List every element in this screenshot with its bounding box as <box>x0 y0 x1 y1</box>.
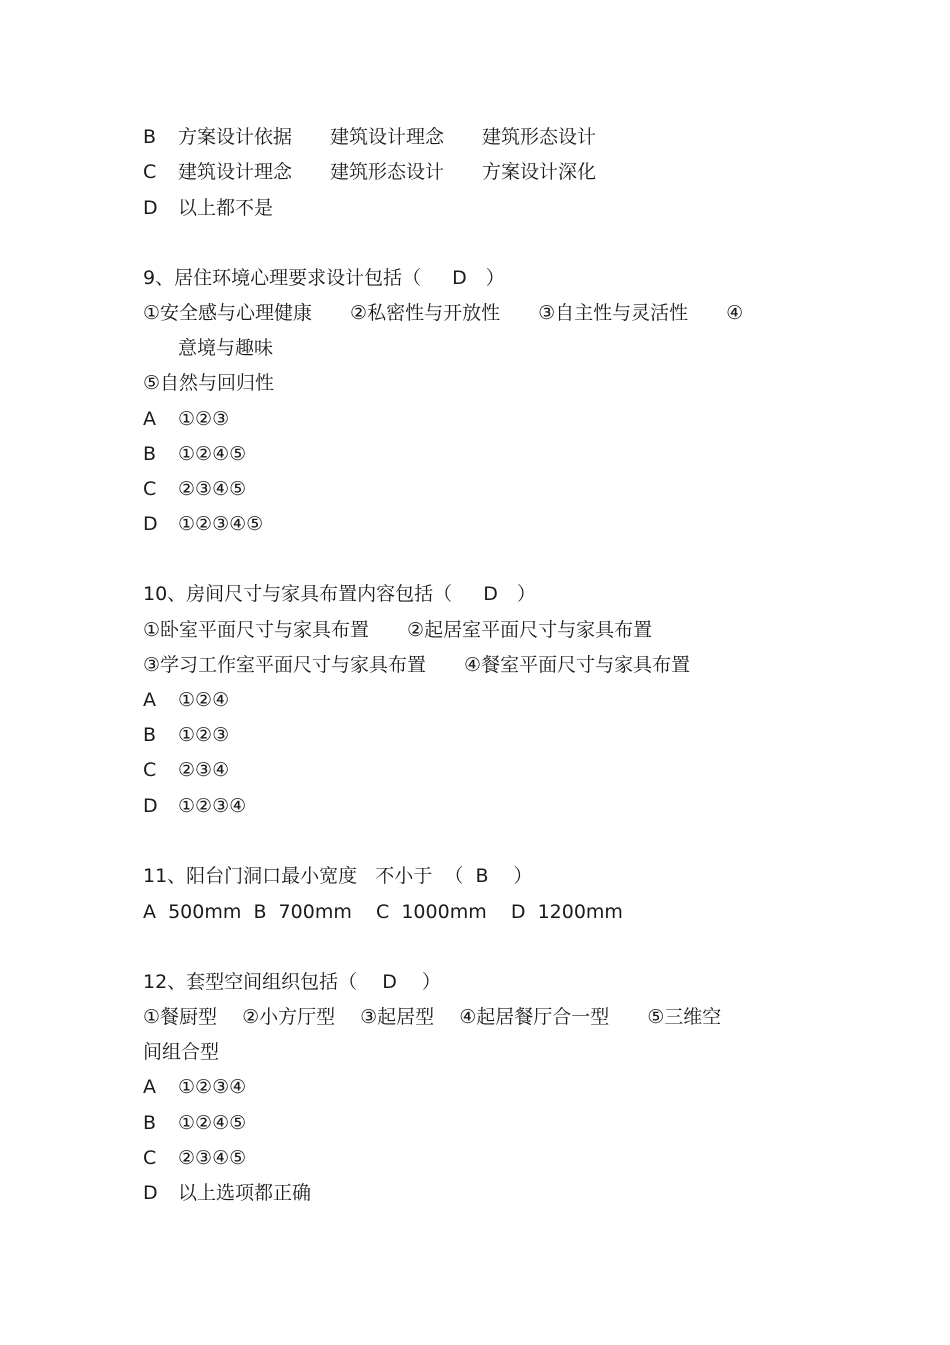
q8-option-c <box>143 160 596 184</box>
option-text: ①②③④ <box>178 1076 247 1098</box>
option-text: ①②④⑤ <box>178 443 247 465</box>
q12-stem: 12、套型空间组织包括（ D ） <box>143 971 441 993</box>
option-letter: B <box>143 1112 157 1134</box>
q9-option-d <box>143 512 263 536</box>
q9-items-line1: ①安全感与心理健康 ②私密性与开放性 ③自主性与灵活性 ④ <box>143 302 744 324</box>
q8-option-d <box>143 196 273 220</box>
option-text: 建筑设计理念 建筑形态设计 方案设计深化 <box>178 161 597 183</box>
option-letter: B <box>143 443 157 465</box>
option-letter: C <box>143 161 157 183</box>
q10-option-b <box>143 723 229 747</box>
q9-items-line2: ⑤自然与回归性 <box>143 372 275 394</box>
q10-option-a <box>143 688 229 712</box>
option-text: 方案设计依据 建筑设计理念 建筑形态设计 <box>178 126 597 148</box>
option-text: ①②④⑤ <box>178 1112 247 1134</box>
q12-items-line1-cont: 间组合型 <box>143 1041 220 1063</box>
option-text: ①②③④ <box>178 795 247 817</box>
option-letter: C <box>143 1147 157 1169</box>
q9-items-line1-cont: 意境与趣味 <box>178 337 274 359</box>
option-letter: D <box>143 1182 158 1204</box>
option-letter: D <box>143 513 158 535</box>
q10-items-line1: ①卧室平面尺寸与家具布置 ②起居室平面尺寸与家具布置 <box>143 619 653 641</box>
q11-options-line: A 500mm B 700mm C 1000mm D 1200mm <box>143 901 623 923</box>
q12-option-d <box>143 1181 311 1205</box>
option-letter: D <box>143 197 158 219</box>
q12-option-b <box>143 1111 246 1135</box>
option-text: 以上都不是 <box>178 197 274 219</box>
option-letter: A <box>143 1076 156 1098</box>
q10-items-line2: ③学习工作室平面尺寸与家具布置 ④餐室平面尺寸与家具布置 <box>143 654 691 676</box>
option-text: ②③④⑤ <box>178 1147 247 1169</box>
option-letter: B <box>143 126 157 148</box>
q9-option-c <box>143 477 246 501</box>
option-text: ①②③ <box>178 724 230 746</box>
option-letter: D <box>143 795 158 817</box>
option-letter: C <box>143 759 157 781</box>
option-text: ②③④ <box>178 759 230 781</box>
q9-option-a <box>143 407 229 431</box>
q12-option-c <box>143 1146 246 1170</box>
q10-option-d <box>143 794 246 818</box>
q10-option-c <box>143 758 229 782</box>
option-letter: A <box>143 408 156 430</box>
q9-stem: 9、居住环境心理要求设计包括（ D ） <box>143 267 505 289</box>
option-text: ②③④⑤ <box>178 478 247 500</box>
q8-option-b <box>143 125 596 149</box>
option-text: 以上选项都正确 <box>178 1182 312 1204</box>
q10-stem: 10、房间尺寸与家具布置内容包括（ D ） <box>143 583 536 605</box>
option-letter: C <box>143 478 157 500</box>
q12-items-line1: ①餐厨型 ②小方厅型 ③起居型 ④起居餐厅合一型 ⑤三维空 <box>143 1006 722 1028</box>
option-letter: B <box>143 724 157 746</box>
q11-stem: 11、阳台门洞口最小宽度 不小于 （ B ） <box>143 865 533 887</box>
option-text: ①②③④⑤ <box>178 513 264 535</box>
q12-option-a <box>143 1075 246 1099</box>
option-text: ①②③ <box>178 408 230 430</box>
q9-option-b <box>143 442 246 466</box>
option-letter: A <box>143 689 156 711</box>
option-text: ①②④ <box>178 689 230 711</box>
